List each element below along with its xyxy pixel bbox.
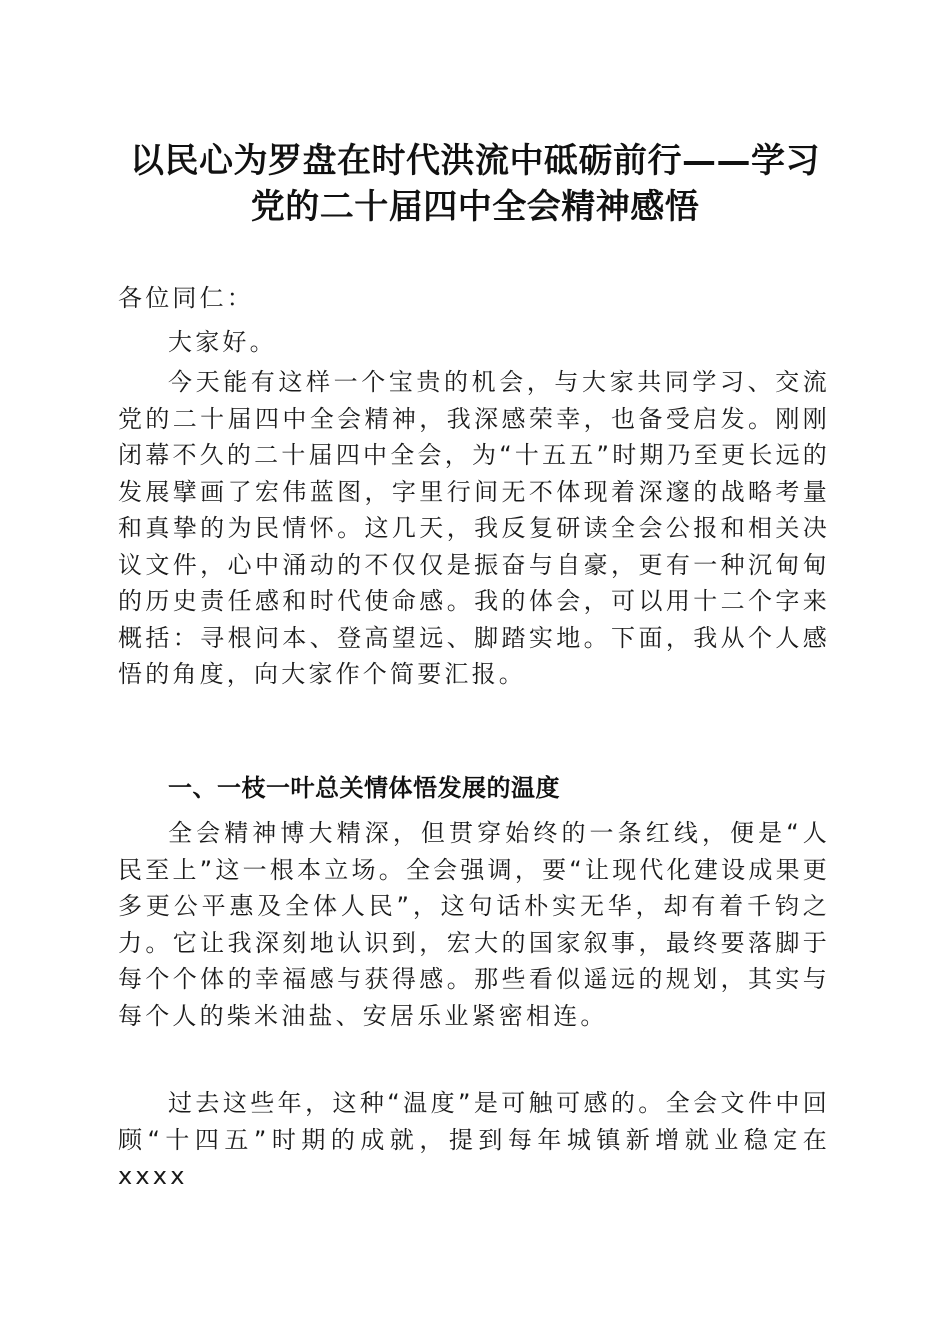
section-heading-1: 一、一枝一叶总关情体悟发展的温度 (168, 774, 560, 802)
paragraph-section1-1: 全会精神博大精深，但贯穿始终的一条红线，便是“人民至上”这一根本立场。全会强调，要“让现代化建设成果更多更公平惠及全体人民”，这句话朴实无华，却有着千钧之力。它让我深刻地认识到，宏大的国家叙事，最终要落脚于每个个体的幸福感与获得感。那些看似遥远的规划，其实与每个人的柴米油盐、安居乐业紧密相连。 (118, 819, 830, 1030)
salutation: 各位同仁： (118, 284, 254, 312)
document-title-line-1: 以民心为罗盘在时代洪流中砥砺前行——学习 (130, 141, 820, 181)
greeting: 大家好。 (168, 328, 277, 356)
paragraph-intro: 今天能有这样一个宝贵的机会，与大家共同学习、交流党的二十届四中全会精神，我深感荣幸，也备受启发。刚刚闭幕不久的二十届四中全会，为“十五五”时期乃至更长远的发展擘画了宏伟蓝图，字里行间无不体现着深邃的战略考量和真挚的为民情怀。这几天，我反复研读全会公报和相关决议文件，心中涌动的不仅仅是振奋与自豪，更有一种沉甸甸的历史责任感和时代使命感。我的体会，可以用十二个字来概括：寻根问本、登高望远、脚踏实地。下面，我从个人感悟的角度，向大家作个简要汇报。 (118, 368, 830, 688)
document-title-line-2: 党的二十届四中全会精神感悟 (250, 187, 700, 227)
paragraph-section1-2: 过去这些年，这种“温度”是可触可感的。全会文件中回顾“十四五”时期的成就，提到每年城镇新增就业稳定在 xxxx (118, 1089, 830, 1190)
